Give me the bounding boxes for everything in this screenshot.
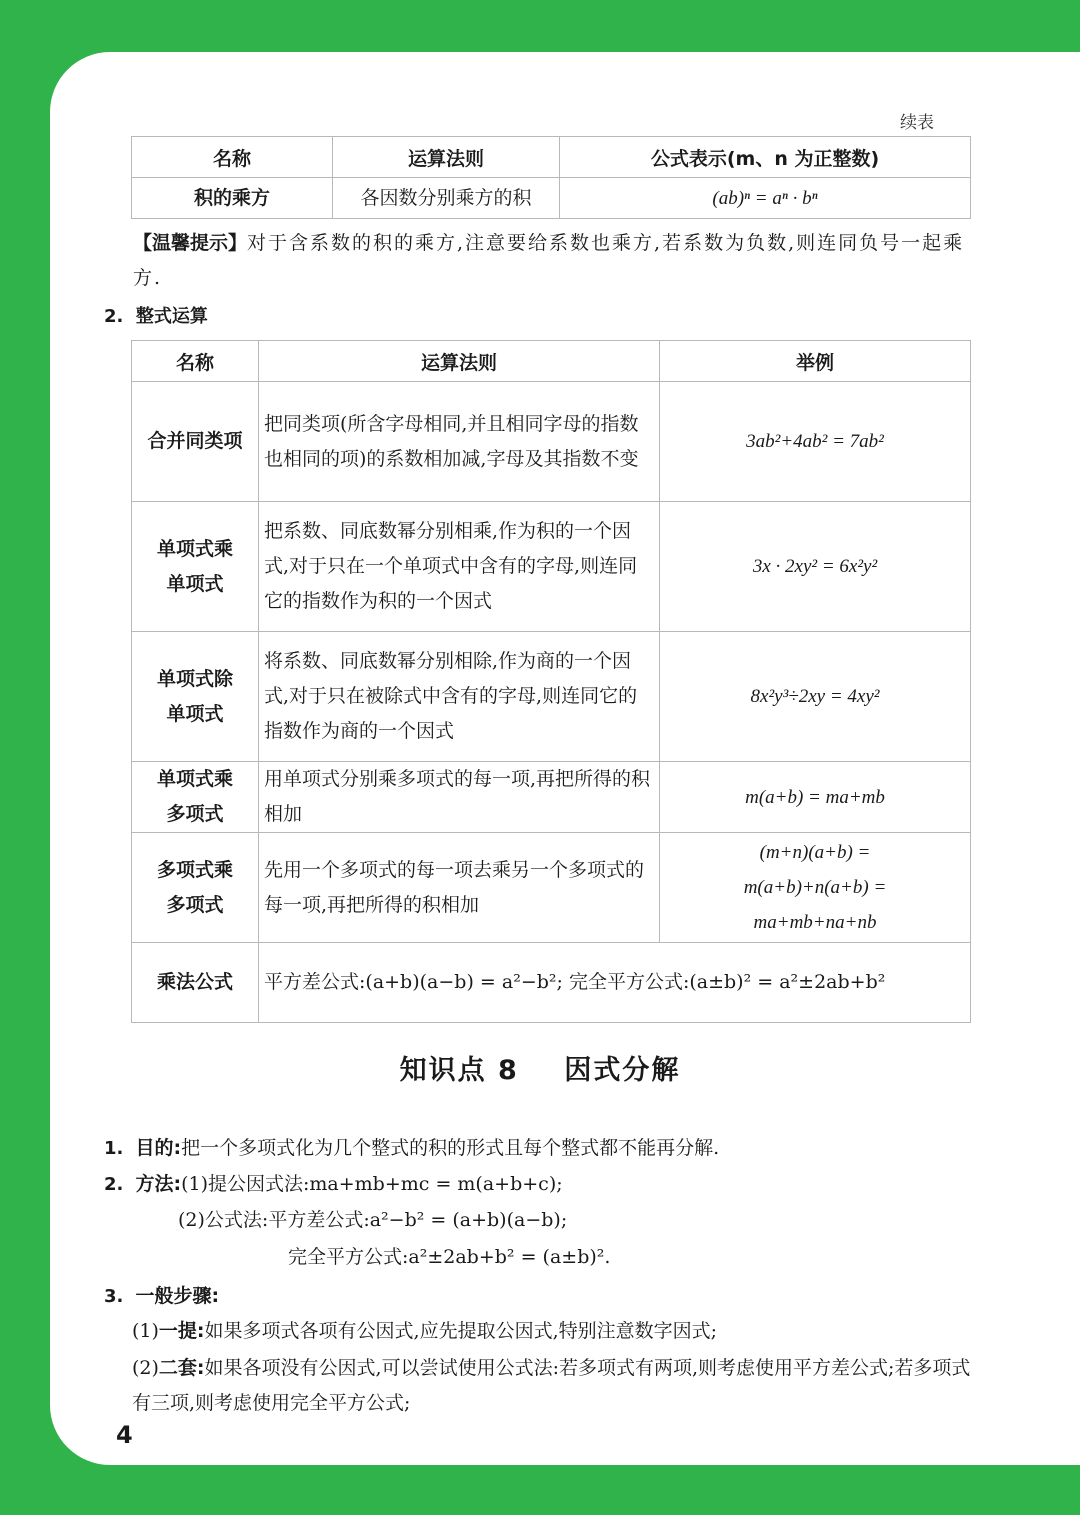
polynomial-operations-table xyxy=(131,340,971,1023)
row-example: 3x · 2xy² = 6x²y² xyxy=(660,502,971,632)
header-rule: 运算法则 xyxy=(259,341,660,382)
section-heading xyxy=(104,302,208,328)
row-name: 单项式乘多项式 xyxy=(132,762,259,833)
power-of-product-table xyxy=(131,136,971,219)
table-row xyxy=(132,632,971,762)
table-header-row xyxy=(132,137,971,178)
page-number: 4 xyxy=(116,1421,133,1449)
table-row xyxy=(132,178,971,219)
table-row xyxy=(132,382,971,502)
section-title: 整式运算 xyxy=(135,306,208,327)
row-rule: 先用一个多项式的每一项去乘另一个多项式的每一项,再把所得的积相加 xyxy=(259,833,660,943)
row-rule: 用单项式分别乘多项式的每一项,再把所得的积相加 xyxy=(259,762,660,833)
step-2-text: 如果各项没有公因式,可以尝试使用公式法:若多项式有两项,则考虑使用平方差公式;若多项式有三项,则考虑使用完全平方公式; xyxy=(132,1357,971,1414)
table-row xyxy=(132,943,971,1023)
row-name: 多项式乘多项式 xyxy=(132,833,259,943)
row-example: m(a+b) = ma+mb xyxy=(660,762,971,833)
row-rule: 将系数、同底数幂分别相除,作为商的一个因式,对于只在被除式中含有的字母,则连同它的指数作为商的一个因式 xyxy=(259,632,660,762)
kp-subtitle: 因式分解 xyxy=(564,1055,681,1086)
table-row xyxy=(132,833,971,943)
method-2: (2)公式法:平方差公式:a²−b² = (a+b)(a−b); xyxy=(178,1209,568,1231)
step-2: (2)二套:如果各项没有公因式,可以尝试使用公式法:若多项式有两项,则考虑使用平方差公式;若多项式有三项,则考虑使用完全平方公式; xyxy=(132,1357,971,1414)
row-name: 积的乘方 xyxy=(132,178,333,219)
header-name: 名称 xyxy=(132,137,333,178)
method-label: 方法: xyxy=(135,1173,182,1195)
header-rule: 运算法则 xyxy=(333,137,560,178)
method-1: (1)提公因式法:ma+mb+mc = m(a+b+c); xyxy=(181,1173,563,1195)
purpose-label: 目的: xyxy=(135,1137,182,1159)
steps-line: 3. 一般步骤: xyxy=(104,1285,220,1307)
header-formula: 公式表示(m、n 为正整数) xyxy=(560,137,971,178)
method-line: 2. 方法:(1)提公因式法:ma+mb+mc = m(a+b+c); xyxy=(104,1173,563,1195)
warm-tip xyxy=(133,226,973,296)
row-rule: 把同类项(所含字母相同,并且相同字母的指数也相同的项)的系数相加减,字母及其指数不变 xyxy=(259,382,660,502)
purpose-text: 把一个多项式化为几个整式的积的形式且每个整式都不能再分解. xyxy=(181,1137,720,1159)
step-2-key: 二套: xyxy=(158,1357,205,1379)
tip-text: 对于含系数的积的乘方,注意要给系数也乘方,若系数为负数,则连同负号一起乘方. xyxy=(133,232,965,289)
row-rule: 把系数、同底数幂分别相乘,作为积的一个因式,对于只在一个单项式中含有的字母,则连同它的指数作为积的一个因式 xyxy=(259,502,660,632)
row-rule: 平方差公式:(a+b)(a−b) = a²−b²; 完全平方公式:(a±b)² = a²±2ab+b² xyxy=(259,943,971,1023)
method-3: 完全平方公式:a²±2ab+b² = (a±b)². xyxy=(288,1246,611,1268)
row-example: 3ab²+4ab² = 7ab² xyxy=(660,382,971,502)
row-name: 合并同类项 xyxy=(132,382,259,502)
step-1-text: 如果多项式各项有公因式,应先提取公因式,特别注意数字因式; xyxy=(204,1320,718,1342)
header-example: 举例 xyxy=(660,341,971,382)
steps-label: 一般步骤: xyxy=(135,1285,220,1307)
table-header-row xyxy=(132,341,971,382)
table-row xyxy=(132,502,971,632)
step-1: (1)一提:如果多项式各项有公因式,应先提取公因式,特别注意数字因式; xyxy=(132,1320,718,1342)
kp-number: 知识点 8 xyxy=(399,1055,519,1086)
header-name: 名称 xyxy=(132,341,259,382)
step-1-key: 一提: xyxy=(158,1320,205,1342)
table-row xyxy=(132,762,971,833)
knowledge-point-title xyxy=(0,1048,1080,1087)
row-name: 单项式除单项式 xyxy=(132,632,259,762)
tip-label: 【温馨提示】 xyxy=(133,232,248,254)
row-example: 8x²y³÷2xy = 4xy² xyxy=(660,632,971,762)
row-name: 单项式乘单项式 xyxy=(132,502,259,632)
row-rule: 各因数分别乘方的积 xyxy=(333,178,560,219)
row-formula: (ab)ⁿ = aⁿ · bⁿ xyxy=(560,178,971,219)
row-name: 乘法公式 xyxy=(132,943,259,1023)
purpose-line: 1. 目的:把一个多项式化为几个整式的积的形式且每个整式都不能再分解. xyxy=(104,1137,720,1159)
row-example: (m+n)(a+b) = m(a+b)+n(a+b) = ma+mb+na+nb xyxy=(660,833,971,943)
section-number: 2. xyxy=(104,306,124,327)
continued-label: 续表 xyxy=(900,113,934,133)
